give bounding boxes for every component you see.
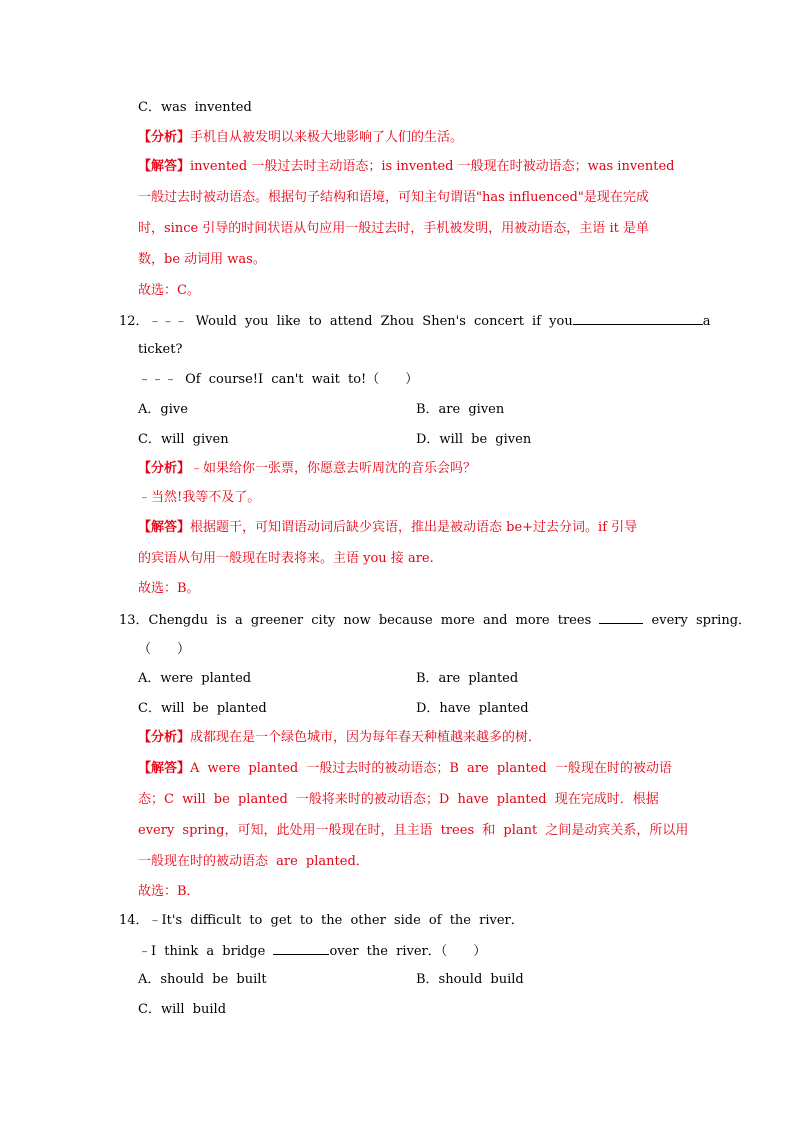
question-number: 12．	[119, 314, 149, 329]
q11-solution-line-1	[138, 158, 674, 176]
q14-option-a: A．should be built	[138, 972, 267, 987]
q13-solution-line-2: 态；C will be planted 一般将来时的被动语态；D have planted 现在完成时．根据	[138, 792, 659, 807]
q11-analysis	[138, 129, 463, 147]
solution-text: 根据题干，可知谓语动词后缺少宾语，推出是被动语态 be+过去分词。if 引导	[190, 520, 638, 535]
q12-analysis-line-2: ﹣当然!我等不及了。	[138, 490, 261, 505]
q12-solution-line-1	[138, 519, 637, 537]
q12-option-c: C．will given	[138, 432, 229, 447]
q11-solution-line-3: 时，since 引导的时间状语从句应用一般过去时，手机被发明，用被动语态，主语 it 是单	[138, 221, 649, 236]
analysis-tag: 【分析】	[138, 730, 191, 745]
reply-text: ﹣I think a bridge	[138, 944, 266, 959]
stem-text: ﹣﹣﹣ Would you like to attend Zhou Shen's concert if you	[148, 314, 573, 329]
solution-tag: 【解答】	[138, 520, 191, 535]
q14-option-b: B．should build	[416, 972, 524, 987]
q11-option-c: C．was invented	[138, 100, 252, 115]
q13-option-b: B．are planted	[416, 671, 519, 686]
q13-paren: （ ）	[138, 642, 191, 657]
analysis-text: 成都现在是一个绿色城市，因为每年春天种植越来越多的树．	[190, 730, 542, 745]
q12-choice: 故选：B。	[138, 581, 200, 596]
q11-solution-line-2: 一般过去时被动语态。根据句子结构和语境，可知主句谓语"has influenced"是现在完成	[138, 190, 649, 205]
q13-solution-line-4: 一般现在时的被动语态 are planted．	[138, 854, 369, 869]
q13-stem	[119, 611, 751, 630]
q12-option-d: D．will be given	[416, 432, 532, 447]
q13-option-c: C．will be planted	[138, 701, 267, 716]
q14-option-c: C．will build	[138, 1002, 227, 1017]
q13-solution-line-1	[138, 760, 672, 778]
solution-text: invented 一般过去时主动语态；is invented 一般现在时被动语态；was invented	[190, 159, 675, 174]
analysis-text: 手机自从被发明以来极大地影响了人们的生活。	[190, 130, 464, 145]
q12-reply: ﹣﹣﹣ Of course!I can't wait to!（ ）	[138, 372, 419, 387]
q12-stem-cont: ticket?	[138, 342, 183, 357]
analysis-tag: 【分析】	[138, 461, 191, 476]
analysis-text: ﹣如果给你一张票，你愿意去听周沈的音乐会吗？	[190, 461, 477, 476]
stem-text-tail: a	[702, 314, 711, 329]
analysis-tag: 【分析】	[138, 130, 191, 145]
q14-stem	[119, 912, 524, 930]
stem-text: ﹣It's difficult to get to the other side of the river．	[148, 913, 524, 928]
q11-choice: 故选：C。	[138, 283, 200, 298]
q13-solution-line-3: every spring，可知，此处用一般现在时，且主语 trees 和 plant 之间是动宾关系，所以用	[138, 823, 689, 838]
answer-blank	[599, 611, 643, 624]
q13-option-a: A．were planted	[138, 671, 252, 686]
q12-stem	[119, 312, 710, 331]
stem-text-tail: every spring．	[651, 613, 752, 628]
q13-choice: 故选：B．	[138, 884, 200, 899]
solution-tag: 【解答】	[138, 761, 191, 776]
q12-solution-line-2: 的宾语从句用一般现在时表将来。主语 you 接 are.	[138, 551, 434, 566]
q12-option-b: B．are given	[416, 402, 505, 417]
question-number: 13．	[119, 613, 149, 628]
solution-tag: 【解答】	[138, 159, 191, 174]
solution-text: A were planted 一般过去时的被动语态；B are planted 一般现在时的被动语	[190, 761, 672, 776]
q13-option-d: D．have planted	[416, 701, 529, 716]
q13-analysis	[138, 729, 541, 747]
q12-option-a: A．give	[138, 402, 188, 417]
question-number: 14．	[119, 913, 149, 928]
stem-text: Chengdu is a greener city now because more and more trees	[148, 613, 592, 628]
answer-blank	[273, 942, 329, 955]
q12-analysis-line-1	[138, 460, 476, 478]
q14-reply	[138, 942, 486, 961]
q11-solution-line-4: 数，be 动词用 was。	[138, 252, 266, 267]
reply-text-tail: over the river．（ ）	[329, 944, 487, 959]
answer-blank	[573, 312, 703, 325]
